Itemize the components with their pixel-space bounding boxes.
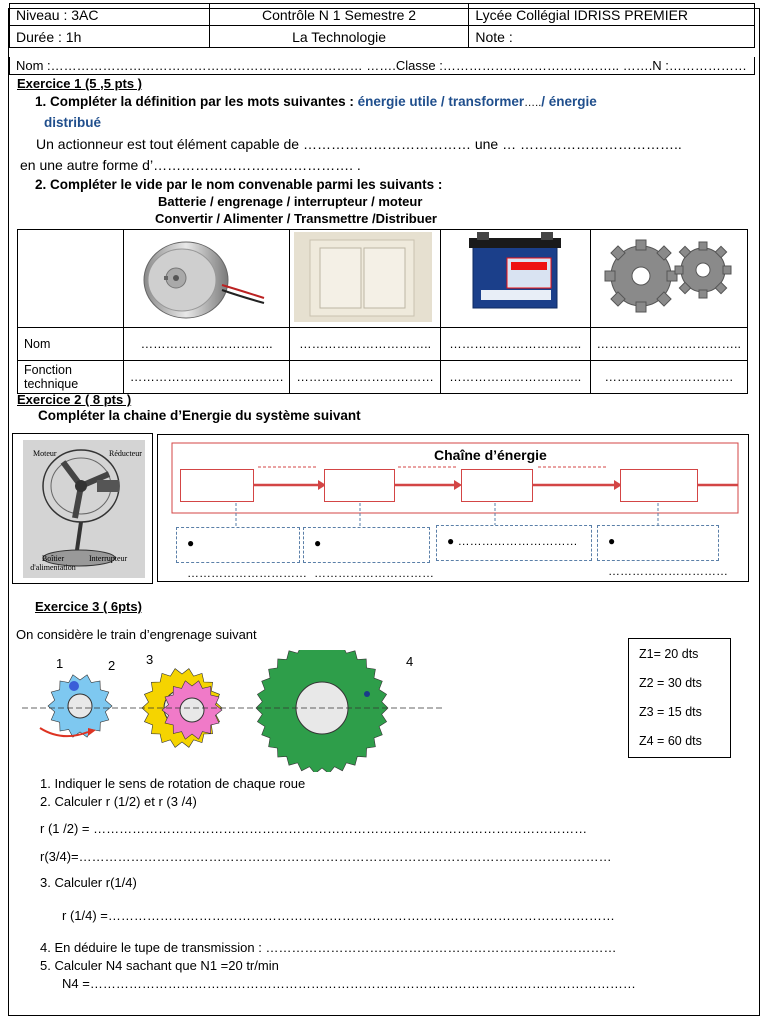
fan-image — [23, 440, 145, 578]
nom-answer-1[interactable]: ………………………….. — [123, 328, 289, 361]
function-box-1[interactable]: ● ………………………… — [176, 527, 300, 563]
niveau-cell: Niveau : 3AC — [10, 4, 210, 26]
ex2-subtitle: Compléter la chaine d’Energie du système suivant — [38, 408, 361, 423]
ex1-q2: 2. Compléter le vide par le nom convenable parmi les suivants : — [35, 177, 443, 192]
gears-image-cell — [590, 230, 747, 328]
chain-box-3[interactable] — [461, 469, 533, 502]
teeth-z3: Z3 = 15 dts — [639, 705, 702, 719]
ex1-q1-label: 1. Compléter la définition par les mots suivantes : — [35, 94, 354, 109]
fonction-answer-3[interactable]: ………………………….. — [440, 361, 590, 394]
fan-label-reducteur: Réducteur — [109, 449, 142, 458]
ex1-q1-dots: ….. — [524, 97, 542, 109]
word-list-2: Convertir / Alimenter / Transmettre /Distribuer — [155, 211, 437, 226]
gears-icon — [591, 230, 745, 324]
ex1-q1 — [35, 94, 597, 109]
gear-4 — [256, 650, 388, 772]
answer-n4[interactable]: N4 =……………………………………………………………………………………………………………… — [62, 976, 636, 991]
gear-number-4: 4 — [406, 654, 414, 669]
definition-line-2[interactable]: en une autre forme d’……………………………………. . — [20, 157, 361, 173]
ex1-q1-words-b: / énergie — [541, 94, 597, 109]
ex1-q1-words-a: énergie utile / transformer — [357, 94, 525, 109]
ex3-q5: 5. Calculer N4 sachant que N1 =20 tr/min — [40, 958, 279, 973]
answer-r12[interactable]: r (1 /2) = …………………………………………………………………………………………………… — [40, 821, 588, 836]
energy-chain-box — [157, 434, 749, 582]
definition-line-1[interactable]: Un actionneur est tout élément capable de ……………………………… une … …………………………….. — [36, 136, 682, 152]
motor-icon — [124, 230, 274, 324]
nom-answer-3[interactable]: ………………………….. — [440, 328, 590, 361]
gear-number-2: 2 — [108, 658, 116, 673]
teeth-z2: Z2 = 30 dts — [639, 676, 702, 690]
ex3-q4[interactable]: 4. En déduire le tupe de transmission : ……………………………………………………………………… — [40, 940, 617, 955]
battery-icon — [441, 230, 589, 324]
ex3-q3: 3. Calculer r(1/4) — [40, 875, 137, 890]
lycee-cell: Lycée Collégial IDRISS PREMIER — [469, 4, 755, 26]
motor-image-cell — [123, 230, 289, 328]
function-box-4-dots: ………………………… — [608, 564, 728, 578]
empty-cell — [18, 230, 124, 328]
switch-icon — [290, 230, 436, 324]
ex3-q1: 1. Indiquer le sens de rotation de chaque roue — [40, 776, 306, 791]
fan-label-boitier: Boîtier d'alimentation — [30, 554, 76, 572]
function-box-2-dots: ………………………… — [314, 566, 434, 580]
gear-1 — [48, 675, 112, 737]
fan-label-interrupteur: Interrupteur — [89, 554, 128, 563]
function-box-3-dots: ………………………… — [457, 534, 578, 548]
ex1-q1-words-c: distribué — [44, 115, 102, 130]
fonction-answer-2[interactable]: …………………………… — [290, 361, 441, 394]
teeth-z1: Z1= 20 dts — [639, 647, 699, 661]
function-box-4[interactable]: ● ………………………… — [597, 525, 719, 561]
chain-box-4[interactable] — [620, 469, 698, 502]
word-list-1: Batterie / engrenage / interrupteur / moteur — [158, 194, 423, 209]
ex3-intro: On considère le train d’engrenage suivant — [16, 627, 257, 642]
ex2-title: Exercice 2 ( 8 pts ) — [17, 392, 132, 407]
nom-answer-2[interactable]: ………………………….. — [290, 328, 441, 361]
row-label-nom: Nom — [18, 328, 124, 361]
header-table — [9, 3, 755, 48]
ex1-table — [17, 229, 748, 394]
switch-image-cell — [290, 230, 441, 328]
chain-box-1[interactable] — [180, 469, 254, 502]
fonction-answer-1[interactable]: ………………………………. — [123, 361, 289, 394]
function-box-2[interactable]: ● ………………………… — [303, 527, 430, 563]
ex3-q2: 2. Calculer r (1/2) et r (3 /4) — [40, 794, 197, 809]
answer-r34[interactable]: r(3/4)=…………………………………………………………………………………………………………… — [40, 849, 612, 864]
matiere-cell: La Technologie — [209, 26, 469, 48]
controle-cell: Contrôle N 1 Semestre 2 — [209, 4, 469, 26]
fan-image-box — [12, 433, 153, 584]
function-box-3[interactable]: ● ………………………… — [436, 525, 592, 561]
chain-title: Chaîne d’énergie — [434, 447, 547, 463]
fan-label-moteur: Moteur — [33, 449, 57, 458]
battery-image-cell — [440, 230, 590, 328]
gear-train-diagram — [22, 650, 442, 772]
answer-r14[interactable]: r (1/4) =……………………………………………………………………………………………………… — [62, 908, 615, 923]
duree-cell: Durée : 1h — [10, 26, 210, 48]
student-info-line[interactable]: Nom :……………………………………………………………… …….Classe :………………………………….. …….N :……………… — [9, 57, 755, 75]
gear-number-1: 1 — [56, 656, 64, 671]
teeth-z4: Z4 = 60 dts — [639, 734, 702, 748]
function-box-1-dots: ………………………… — [187, 566, 307, 580]
chain-box-2[interactable] — [324, 469, 395, 502]
ex3-title: Exercice 3 ( 6pts) — [35, 599, 142, 614]
ex1-title: Exercice 1 (5 ,5 pts ) — [17, 76, 143, 91]
gear-number-3: 3 — [146, 652, 154, 667]
row-label-fonction: Fonction technique — [18, 361, 124, 394]
nom-answer-4[interactable]: …………………………….. — [590, 328, 747, 361]
teeth-box — [628, 638, 731, 758]
fonction-answer-4[interactable]: …………………………. — [590, 361, 747, 394]
note-cell: Note : — [469, 26, 755, 48]
